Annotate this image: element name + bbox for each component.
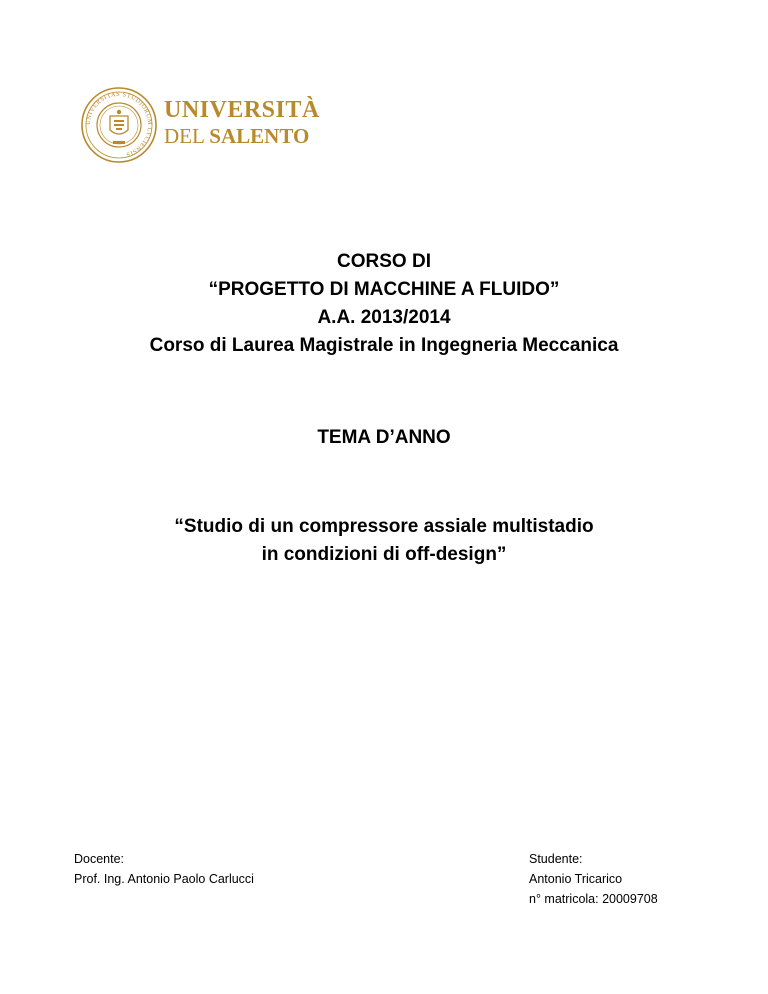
student-name: Antonio Tricarico [529, 872, 623, 886]
teacher-label: Docente: [74, 852, 125, 866]
academic-year: A.A. 2013/2014 [317, 307, 451, 328]
thesis-title-line1: “Studio di un compressore assiale multistadio [174, 516, 594, 537]
university-name-line2 [164, 126, 320, 147]
teacher-name: Prof. Ing. Antonio Paolo Carlucci [74, 872, 254, 886]
university-name-prefix: DEL [164, 124, 205, 148]
degree-program: Corso di Laurea Magistrale in Ingegneria Meccanica [149, 335, 619, 356]
student-label: Studente: [529, 852, 583, 866]
student-info [529, 849, 658, 909]
course-name: “PROGETTO DI MACCHINE A FLUIDO” [208, 279, 560, 300]
university-seal-icon [80, 86, 158, 164]
student-id: n° matricola: 20009708 [529, 892, 658, 906]
assignment-label: TEMA D’ANNO [317, 427, 451, 448]
teacher-info [74, 849, 254, 889]
university-wordmark [164, 98, 320, 147]
course-label: CORSO DI [337, 251, 431, 272]
course-heading [0, 248, 768, 360]
university-name-main: SALENTO [209, 124, 310, 148]
thesis-title [0, 513, 768, 569]
university-logo [80, 86, 320, 164]
university-name-line1: UNIVERSITÀ [164, 97, 320, 123]
seal-lettering: UNIVERSITAS STUDIORUM LYCIENSIS [84, 90, 154, 159]
thesis-title-line2: in condizioni di off-design” [261, 544, 507, 565]
assignment-heading [0, 424, 768, 452]
